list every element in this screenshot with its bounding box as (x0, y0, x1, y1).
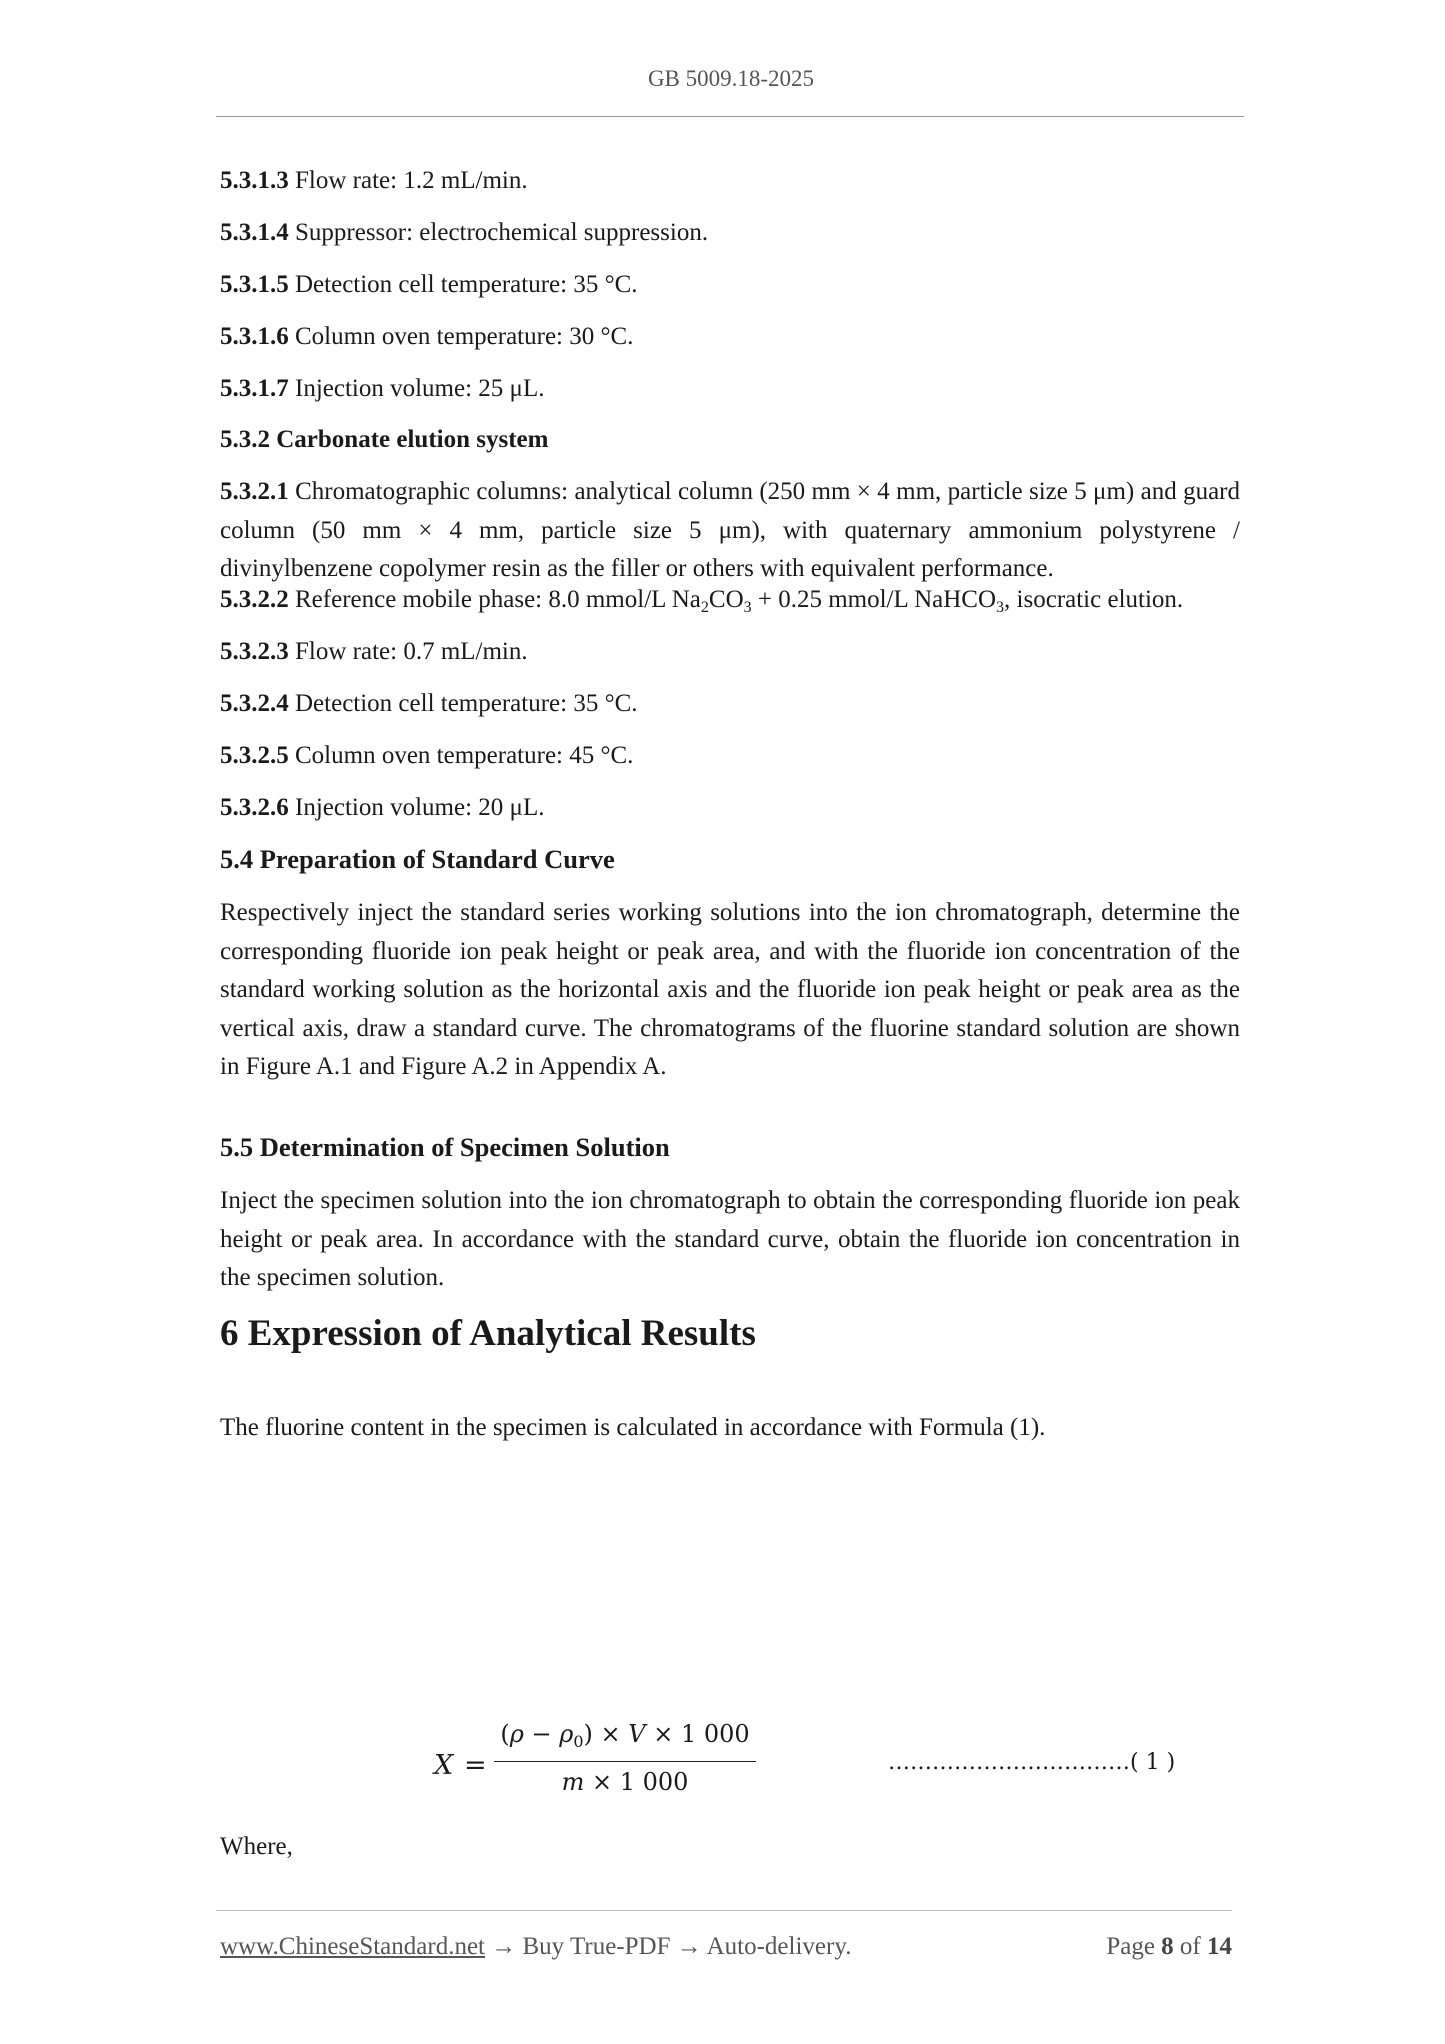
formula-number: ( 1 ) (1130, 1750, 1176, 1775)
clause-number: 5.3.1.3 (220, 167, 289, 194)
clause-text: Chromatographic columns: analytical column (250 mm × 4 mm, particle size 5 μm) and guard column (50 mm × 4 mm, particle size 5 μm), with quaternary ammonium polystyrene / divinylbenzene copolymer resin as the filler or others with equivalent performance. (220, 478, 1240, 582)
clause-number: 5.3.2.3 (220, 638, 289, 665)
clause-5-3-2-2: 5.3.2.2 Reference mobile phase: 8.0 mmol/L $Na_2CO_3 + 0.25$ mmol/L NaHCO$_3$, isocratic elution. (220, 586, 1184, 616)
section-heading-5-4: 5.4 Preparation of Standard Curve (220, 844, 615, 874)
clause-5-3-1-6 (220, 318, 1240, 356)
clause-number: 5.3.2.1 (220, 478, 289, 505)
clause-5-3-2-6 (220, 789, 1240, 827)
clause-5-3-2-4 (220, 685, 1240, 723)
clause-text: Column oven temperature: 45 °C. (288, 742, 634, 769)
clause-5-3-2-1 (220, 473, 1240, 589)
clause-text: Detection cell temperature: 35 °C. (288, 271, 638, 298)
clause-text: Detection cell temperature: 35 °C. (288, 690, 638, 717)
clause-number: 5.3.1.6 (220, 323, 289, 350)
clause-number: 5.3.2.6 (220, 794, 289, 821)
formula-1 (430, 1720, 1250, 1810)
formula-lhs: X (434, 1750, 454, 1781)
clause-number: 5.3.1.5 (220, 271, 289, 298)
section-heading-5-5: 5.5 Determination of Specimen Solution (220, 1132, 670, 1162)
clause-text: Column oven temperature: 30 °C. (288, 323, 634, 350)
clause-text: Suppressor: electrochemical suppression. (288, 219, 709, 246)
clause-5-3-1-5 (220, 266, 1240, 304)
clause-5-3-1-7 (220, 370, 1240, 408)
formula-denominator: m × 1 000 (561, 1768, 689, 1796)
site-link[interactable]: www.ChineseStandard.net (220, 1933, 485, 1960)
clause-text: Flow rate: 0.7 mL/min. (288, 638, 528, 665)
clause-number: 5.3.1.7 (220, 375, 289, 402)
section-heading-5-3-2: 5.3.2 Carbonate elution system (220, 426, 549, 453)
clause-5-3-2-5 (220, 737, 1240, 775)
header-divider (216, 116, 1244, 117)
fraction-bar (494, 1761, 756, 1762)
section-6-intro: The fluorine content in the specimen is calculated in accordance with Formula (1). (220, 1414, 1046, 1441)
where-label: Where, (220, 1833, 293, 1860)
section-5-4-body: Respectively inject the standard series working solutions into the ion chromatograph, determine the corresponding fluoride ion peak height or peak area, and with the fluoride ion concentration of the standard working solution as the horizontal axis and the fluoride ion peak height or peak area as the vertical axis, draw a standard curve. The chromatograms of the fluorine standard solution are shown in Figure A.1 and Figure A.2 in Appendix A. (220, 899, 1240, 1080)
clause-number: 5.3.2.4 (220, 690, 289, 717)
clause-text: Injection volume: 25 μL. (288, 375, 545, 402)
clause-number: 5.3.2.2 (220, 586, 289, 613)
current-page: 8 (1161, 1933, 1174, 1960)
clause-number: 5.3.2.5 (220, 742, 289, 769)
clause-number: 5.3.1.4 (220, 219, 289, 246)
clause-5-3-1-4 (220, 214, 1240, 252)
footer-promo: www.ChineseStandard.net → Buy True-PDF → Auto-delivery. (220, 1933, 852, 1960)
total-pages: 14 (1207, 1933, 1232, 1960)
formula-numerator: $(\rho - \rho_0) \times V \times 1$ 000 (500, 1720, 750, 1751)
page-indicator: Page 8 of 14 (1106, 1933, 1232, 1960)
footer-divider (216, 1910, 1232, 1911)
section-heading-6: 6 Expression of Analytical Results (220, 1313, 756, 1354)
section-5-5-body: Inject the specimen solution into the ion chromatograph to obtain the corresponding fluoride ion peak height or peak area. In accordance with the standard curve, obtain the fluoride ion concentration in the specimen solution. (220, 1187, 1240, 1291)
clause-text: Injection volume: 20 μL. (288, 794, 545, 821)
formula-leader: ……………………………( 1 ) (888, 1750, 1176, 1775)
clause-text: Flow rate: 1.2 mL/min. (288, 167, 528, 194)
clause-5-3-2-3 (220, 633, 1240, 671)
formula-equals: = (464, 1750, 487, 1781)
clause-5-3-1-3 (220, 162, 1240, 200)
page-header: GB 5009.18-2025 (647, 66, 815, 91)
